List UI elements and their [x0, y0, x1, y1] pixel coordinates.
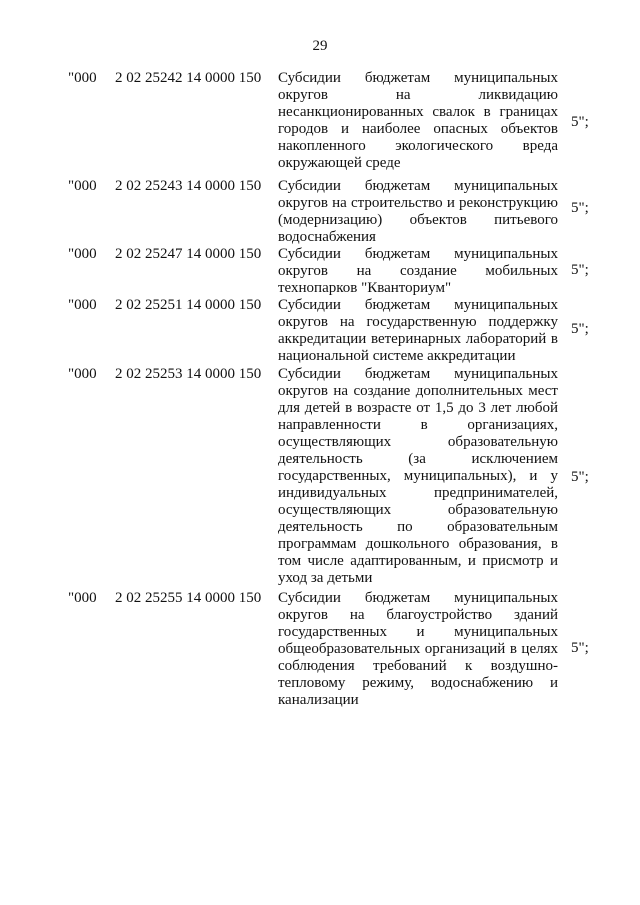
row-prefix: "000 [68, 590, 97, 606]
row-tail: 5"; [571, 114, 589, 130]
row-description: Субсидии бюджетам муниципальных округов на ликвидацию несанкционированных свалок в границах городов и наиболее опасных объектов накопленного экологического вреда окружающей среде [278, 70, 558, 171]
budget-code: 2 02 25242 14 0000 150 [115, 70, 262, 86]
row-prefix: "000 [68, 70, 97, 86]
row-description: Субсидии бюджетам муниципальных округов на создание дополнительных мест для детей в возрасте от 1,5 до 3 лет любой направленности в организациях, осуществляющих образовательную деятельность (за исключением государственных, муниципальных), и у индивидуальных предпринимателей, осуществляющих образовательную деятельность по образовательным программам дошкольного образования, в том числе адаптированным, и присмотр и уход за детьми [278, 366, 558, 586]
row-tail: 5"; [571, 640, 589, 656]
row-description: Субсидии бюджетам муниципальных округов на благоустройство зданий государственных и муниципальных общеобразовательных организаций в целях соблюдения требований к воздушно-тепловому режиму, водоснабжению и канализации [278, 590, 558, 708]
page-number: 29 [312, 38, 328, 54]
row-prefix: "000 [68, 178, 97, 194]
row-description: Субсидии бюджетам муниципальных округов на государственную поддержку аккредитации ветеринарных лабораторий в национальной системе аккредитации [278, 297, 558, 364]
budget-code: 2 02 25253 14 0000 150 [115, 366, 262, 382]
row-tail: 5"; [571, 200, 589, 216]
budget-code: 2 02 25247 14 0000 150 [115, 246, 262, 262]
row-prefix: "000 [68, 246, 97, 262]
budget-code: 2 02 25243 14 0000 150 [115, 178, 262, 194]
row-tail: 5"; [571, 469, 589, 485]
row-prefix: "000 [68, 297, 97, 313]
row-tail: 5"; [571, 262, 589, 278]
row-prefix: "000 [68, 366, 97, 382]
row-tail: 5"; [571, 321, 589, 337]
row-description: Субсидии бюджетам муниципальных округов на строительство и реконструкцию (модернизацию) объектов питьевого водоснабжения [278, 178, 558, 245]
row-description: Субсидии бюджетам муниципальных округов на создание мобильных технопарков "Кванториум" [278, 246, 558, 296]
budget-code: 2 02 25255 14 0000 150 [115, 590, 262, 606]
budget-code: 2 02 25251 14 0000 150 [115, 297, 262, 313]
